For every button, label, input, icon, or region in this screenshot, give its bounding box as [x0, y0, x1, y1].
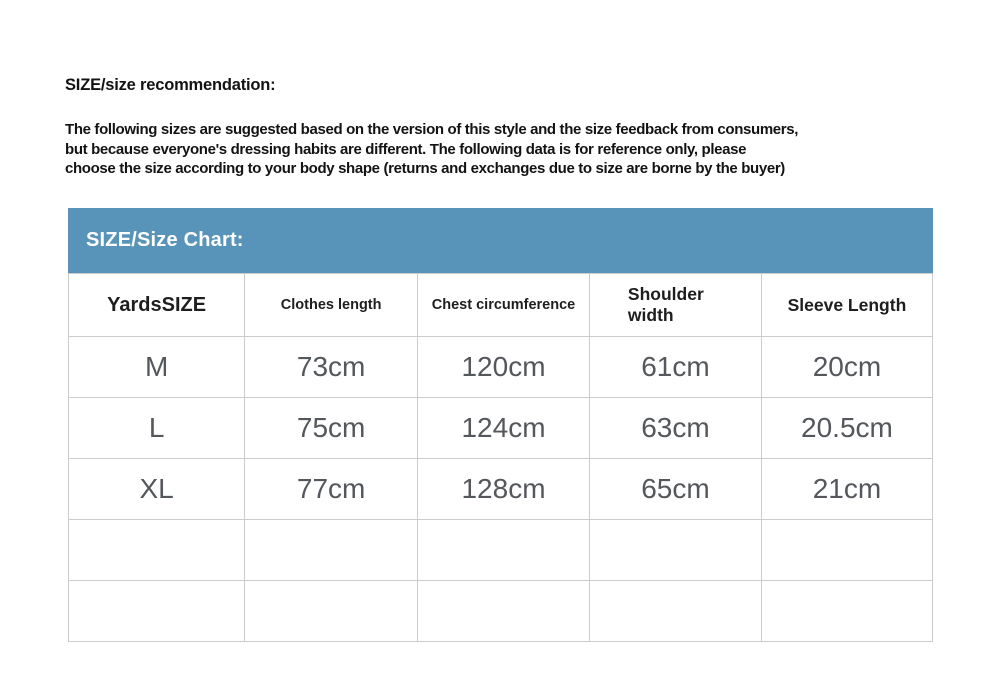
table-row: [69, 581, 933, 642]
size-chart-title: SIZE/Size Chart:: [86, 229, 244, 251]
column-header-chest-circumference: Chest circumference: [418, 274, 590, 337]
table-cell: [761, 581, 932, 642]
table-row: [69, 398, 933, 459]
table-cell: 65cm: [589, 459, 761, 520]
column-header-shoulder-width: [589, 274, 761, 337]
table-row: [69, 337, 933, 398]
table-cell: 21cm: [761, 459, 932, 520]
table-cell: [589, 581, 761, 642]
size-chart-section: [68, 208, 933, 642]
table-cell: [418, 520, 590, 581]
table-cell: 61cm: [589, 337, 761, 398]
size-chart-header: [69, 274, 933, 337]
header-row: [69, 274, 933, 337]
column-header-sleeve-length: Sleeve Length: [761, 274, 932, 337]
size-chart-title-bar: [68, 208, 933, 273]
table-cell: [589, 520, 761, 581]
table-cell: [245, 581, 418, 642]
table-cell: L: [69, 398, 245, 459]
table-cell: 63cm: [589, 398, 761, 459]
recommendation-line: choose the size according to your body shape (returns and exchanges due to size are borne by the buyer): [65, 160, 785, 177]
size-chart-body: [69, 337, 933, 642]
size-recommendation-heading: SIZE/size recommendation:: [65, 76, 276, 94]
table-cell: 73cm: [245, 337, 418, 398]
column-header-shoulder-width-label: Shoulder width: [627, 284, 704, 325]
table-cell: 128cm: [418, 459, 590, 520]
table-cell: [69, 520, 245, 581]
table-cell: 20cm: [761, 337, 932, 398]
table-cell: M: [69, 337, 245, 398]
recommendation-line: but because everyone's dressing habits are different. The following data is for reference only, please: [65, 140, 747, 158]
column-header-clothes-length: Clothes length: [245, 274, 418, 337]
table-cell: 20.5cm: [761, 398, 932, 459]
table-cell: [245, 520, 418, 581]
table-cell: 120cm: [418, 337, 590, 398]
table-cell: [69, 581, 245, 642]
size-recommendation-text: [65, 120, 798, 179]
column-header-yards-size: YardsSIZE: [69, 274, 245, 337]
table-cell: XL: [69, 459, 245, 520]
recommendation-line: The following sizes are suggested based on the version of this style and the size feedback from consumers,: [65, 121, 799, 138]
table-row: [69, 520, 933, 581]
table-cell: 77cm: [245, 459, 418, 520]
table-cell: 75cm: [245, 398, 418, 459]
table-cell: [418, 581, 590, 642]
table-row: [69, 459, 933, 520]
table-cell: [761, 520, 932, 581]
size-chart-table: [68, 273, 933, 642]
table-cell: 124cm: [418, 398, 590, 459]
